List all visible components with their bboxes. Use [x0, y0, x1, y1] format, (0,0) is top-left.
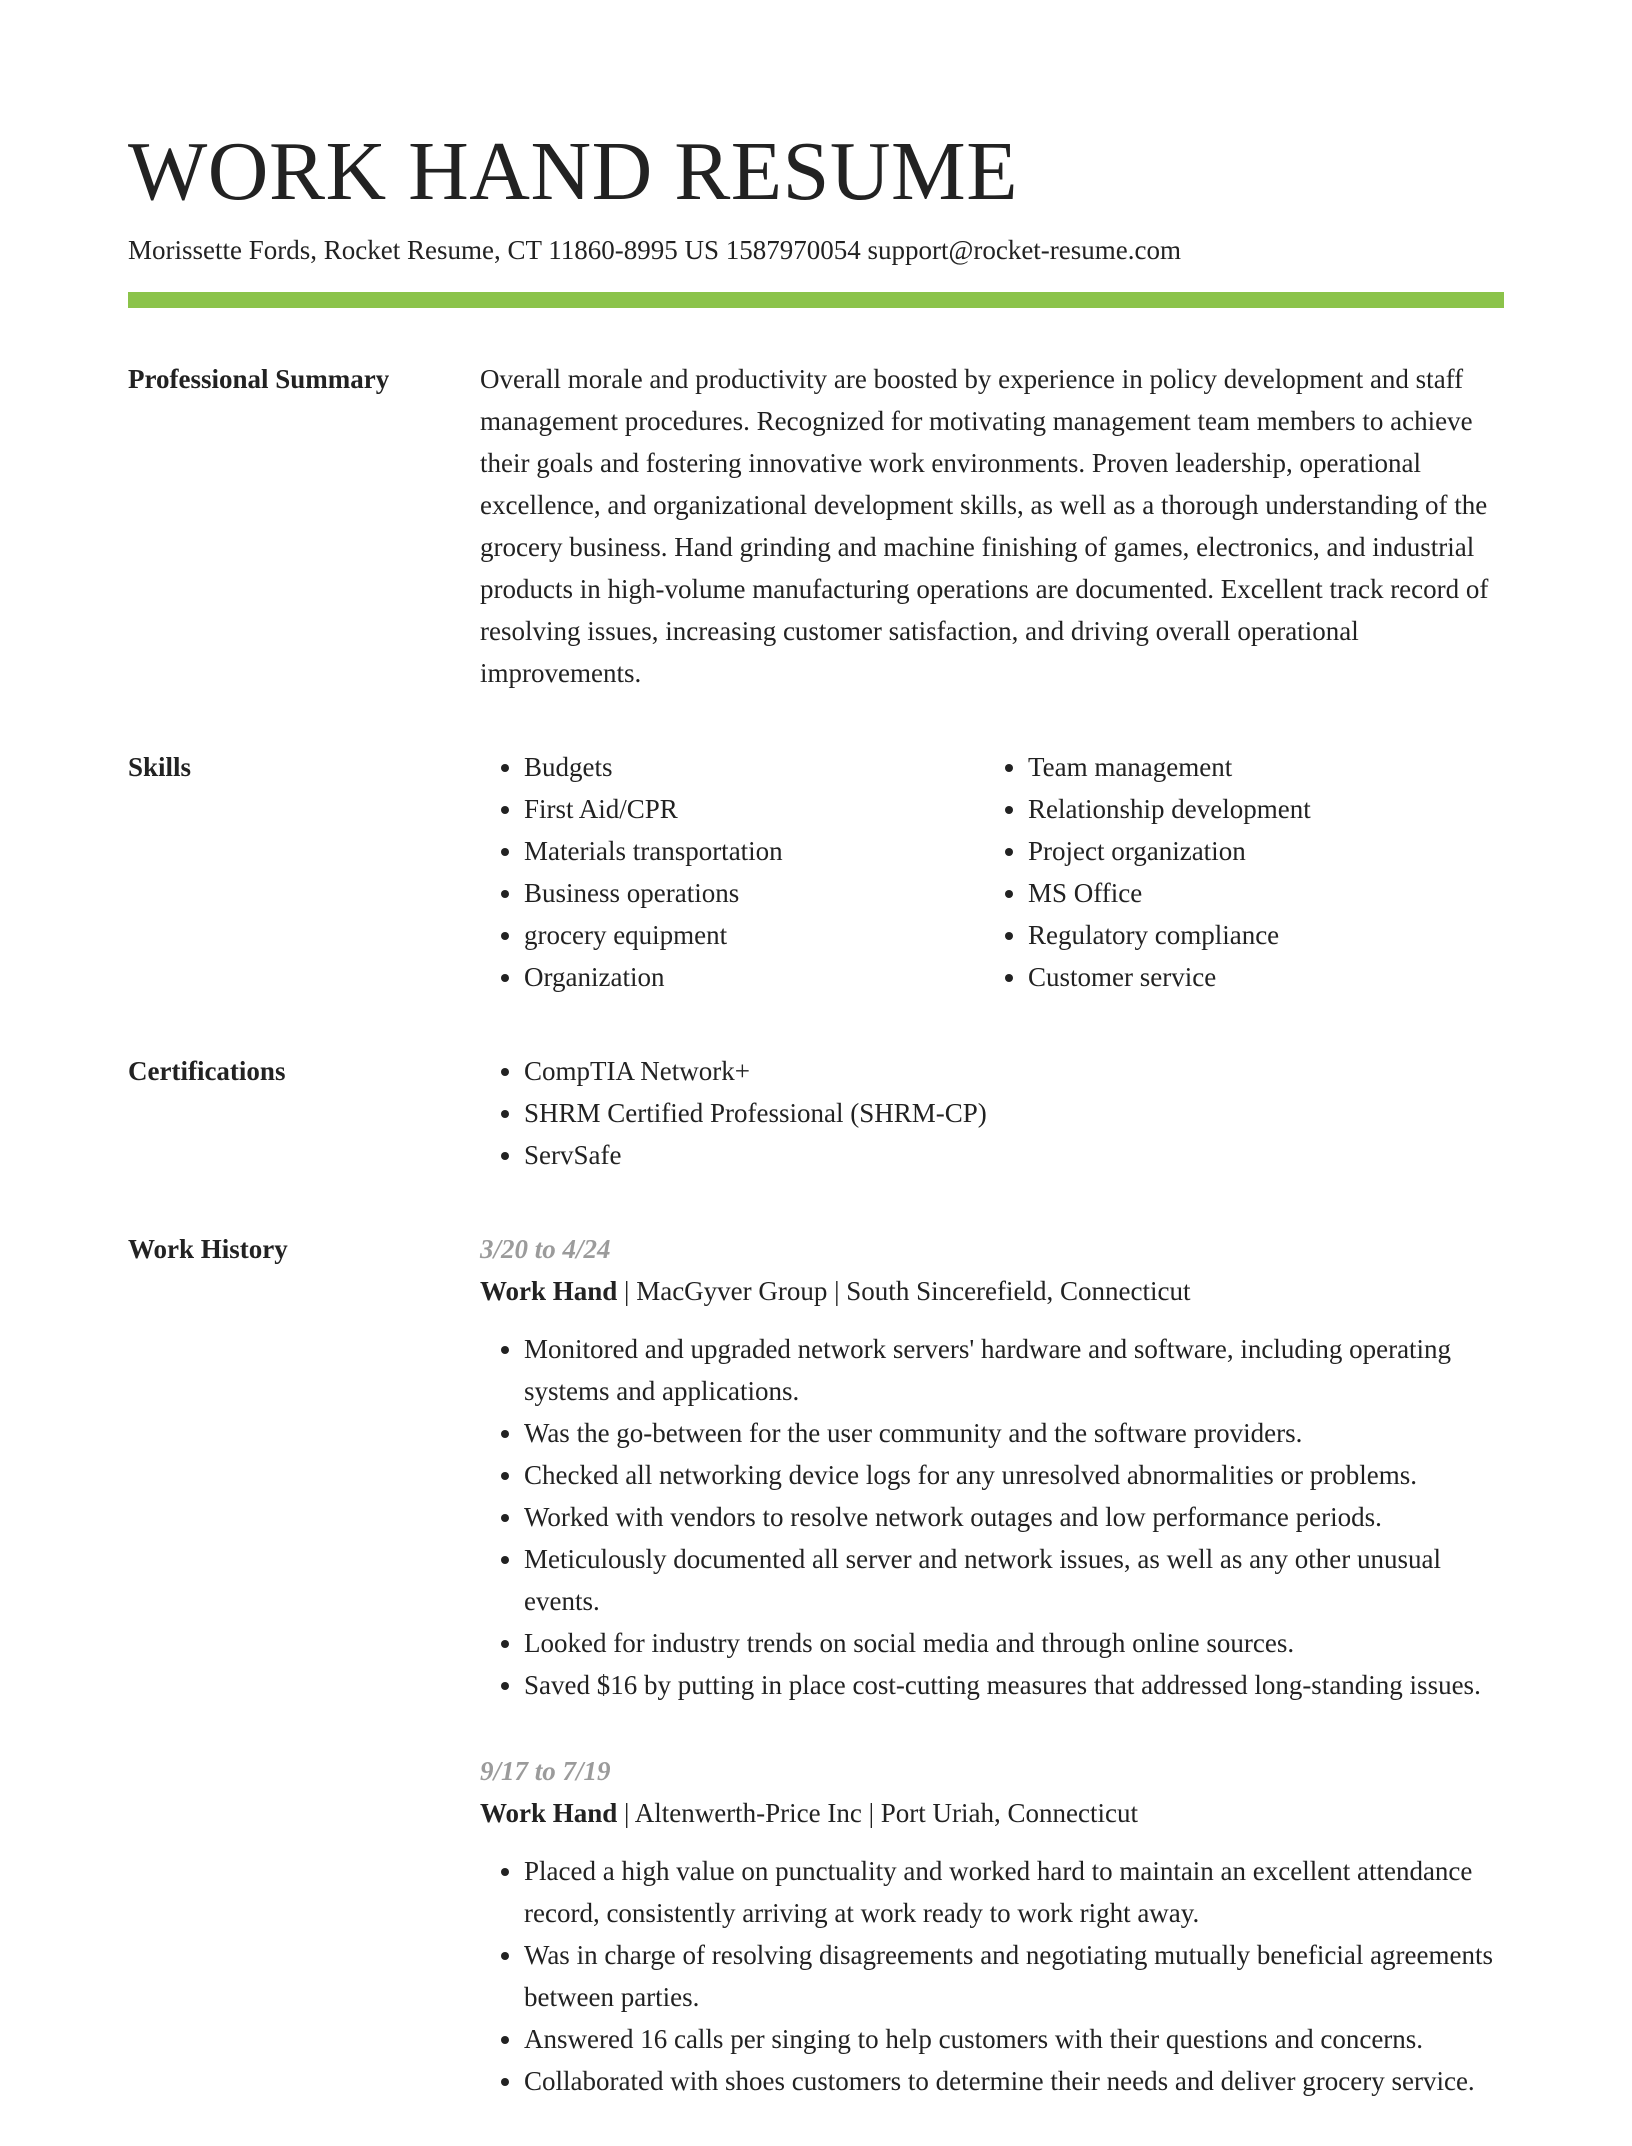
section-heading: Work History [128, 1234, 288, 1264]
list-item: • Checked all networking device logs for any unresolved abnormalities or problems. [524, 1454, 1504, 1496]
skills-list-right [984, 746, 1488, 998]
list-item: • Answered 16 calls per singing to help customers with their questions and concerns. [524, 2018, 1504, 2060]
contact-line: Morissette Fords, Rocket Resume, CT 11860-8995 US 1587970054 support@rocket-resume.com [128, 235, 1181, 265]
list-item: • Collaborated with shoes customers to determine their needs and deliver grocery service. [524, 2060, 1504, 2102]
section-heading: Professional Summary [128, 364, 390, 394]
job-details: | Altenwerth-Price Inc | Port Uriah, Connecticut [617, 1798, 1138, 1828]
skills-list-left [480, 746, 984, 998]
list-item: • Was the go-between for the user community and the software providers. [524, 1412, 1504, 1454]
list-item: • Project organization [1028, 830, 1488, 872]
job-title: Work Hand [480, 1276, 618, 1306]
list-item: • First Aid/CPR [524, 788, 984, 830]
resume-page [128, 126, 1504, 2146]
list-item: • Team management [1028, 746, 1488, 788]
list-item: • Relationship development [1028, 788, 1488, 830]
list-item: • Worked with vendors to resolve network outages and low performance periods. [524, 1496, 1504, 1538]
job-dates: 3/20 to 4/24 [480, 1234, 611, 1264]
job-dates: 9/17 to 7/19 [480, 1756, 611, 1786]
list-item: • grocery equipment [524, 914, 984, 956]
job-entry [480, 1228, 1504, 1706]
section-heading: Skills [128, 752, 192, 782]
job-bullets [480, 1328, 1504, 1706]
job-entry [480, 1750, 1504, 2102]
list-item: • Monitored and upgraded network servers' hardware and software, including operating systems and applications. [524, 1328, 1504, 1412]
resume-title: WORK HAND RESUME [128, 125, 1018, 218]
list-item: • CompTIA Network+ [524, 1050, 1504, 1092]
job-heading [480, 1792, 1504, 1834]
summary-section [128, 358, 1504, 694]
list-item: • Placed a high value on punctuality and worked hard to maintain an excellent attendance record, consistently arriving at work ready to work right away. [524, 1850, 1504, 1934]
certifications-list [480, 1050, 1504, 1176]
list-item: • SHRM Certified Professional (SHRM-CP) [524, 1092, 1504, 1134]
section-heading: Certifications [128, 1056, 286, 1086]
skills-section [128, 746, 1504, 998]
list-item: • Was in charge of resolving disagreements and negotiating mutually beneficial agreements between parties. [524, 1934, 1504, 2018]
list-item: • ServSafe [524, 1134, 1504, 1176]
job-details: | MacGyver Group | South Sincerefield, Connecticut [617, 1276, 1191, 1306]
list-item: • Materials transportation [524, 830, 984, 872]
list-item: • Budgets [524, 746, 984, 788]
list-item: • Meticulously documented all server and network issues, as well as any other unusual events. [524, 1538, 1504, 1622]
header-divider [128, 292, 1504, 308]
list-item: • MS Office [1028, 872, 1488, 914]
work-history-section [128, 1228, 1504, 2146]
list-item: • Customer service [1028, 956, 1488, 998]
job-title: Work Hand [480, 1798, 618, 1828]
list-item: • Regulatory compliance [1028, 914, 1488, 956]
list-item: • Business operations [524, 872, 984, 914]
list-item: • Organization [524, 956, 984, 998]
job-heading [480, 1270, 1504, 1312]
certifications-section [128, 1050, 1504, 1176]
job-bullets [480, 1850, 1504, 2102]
list-item: • Looked for industry trends on social media and through online sources. [524, 1622, 1504, 1664]
summary-text: Overall morale and productivity are boosted by experience in policy development and staff management procedures. Recognized for motivating management team members to achieve their goals and fostering innovative work environments. Proven leadership, operational excellence, and organizational development skills, as well as a thorough understanding of the grocery business. Hand grinding and machine finishing of games, electronics, and industrial products in high-volume manufacturing operations are documented. Excellent track record of resolving issues, increasing customer satisfaction, and driving overall operational improvements. [480, 364, 1489, 688]
list-item: • Saved $16 by putting in place cost-cutting measures that addressed long-standing issues. [524, 1664, 1504, 1706]
